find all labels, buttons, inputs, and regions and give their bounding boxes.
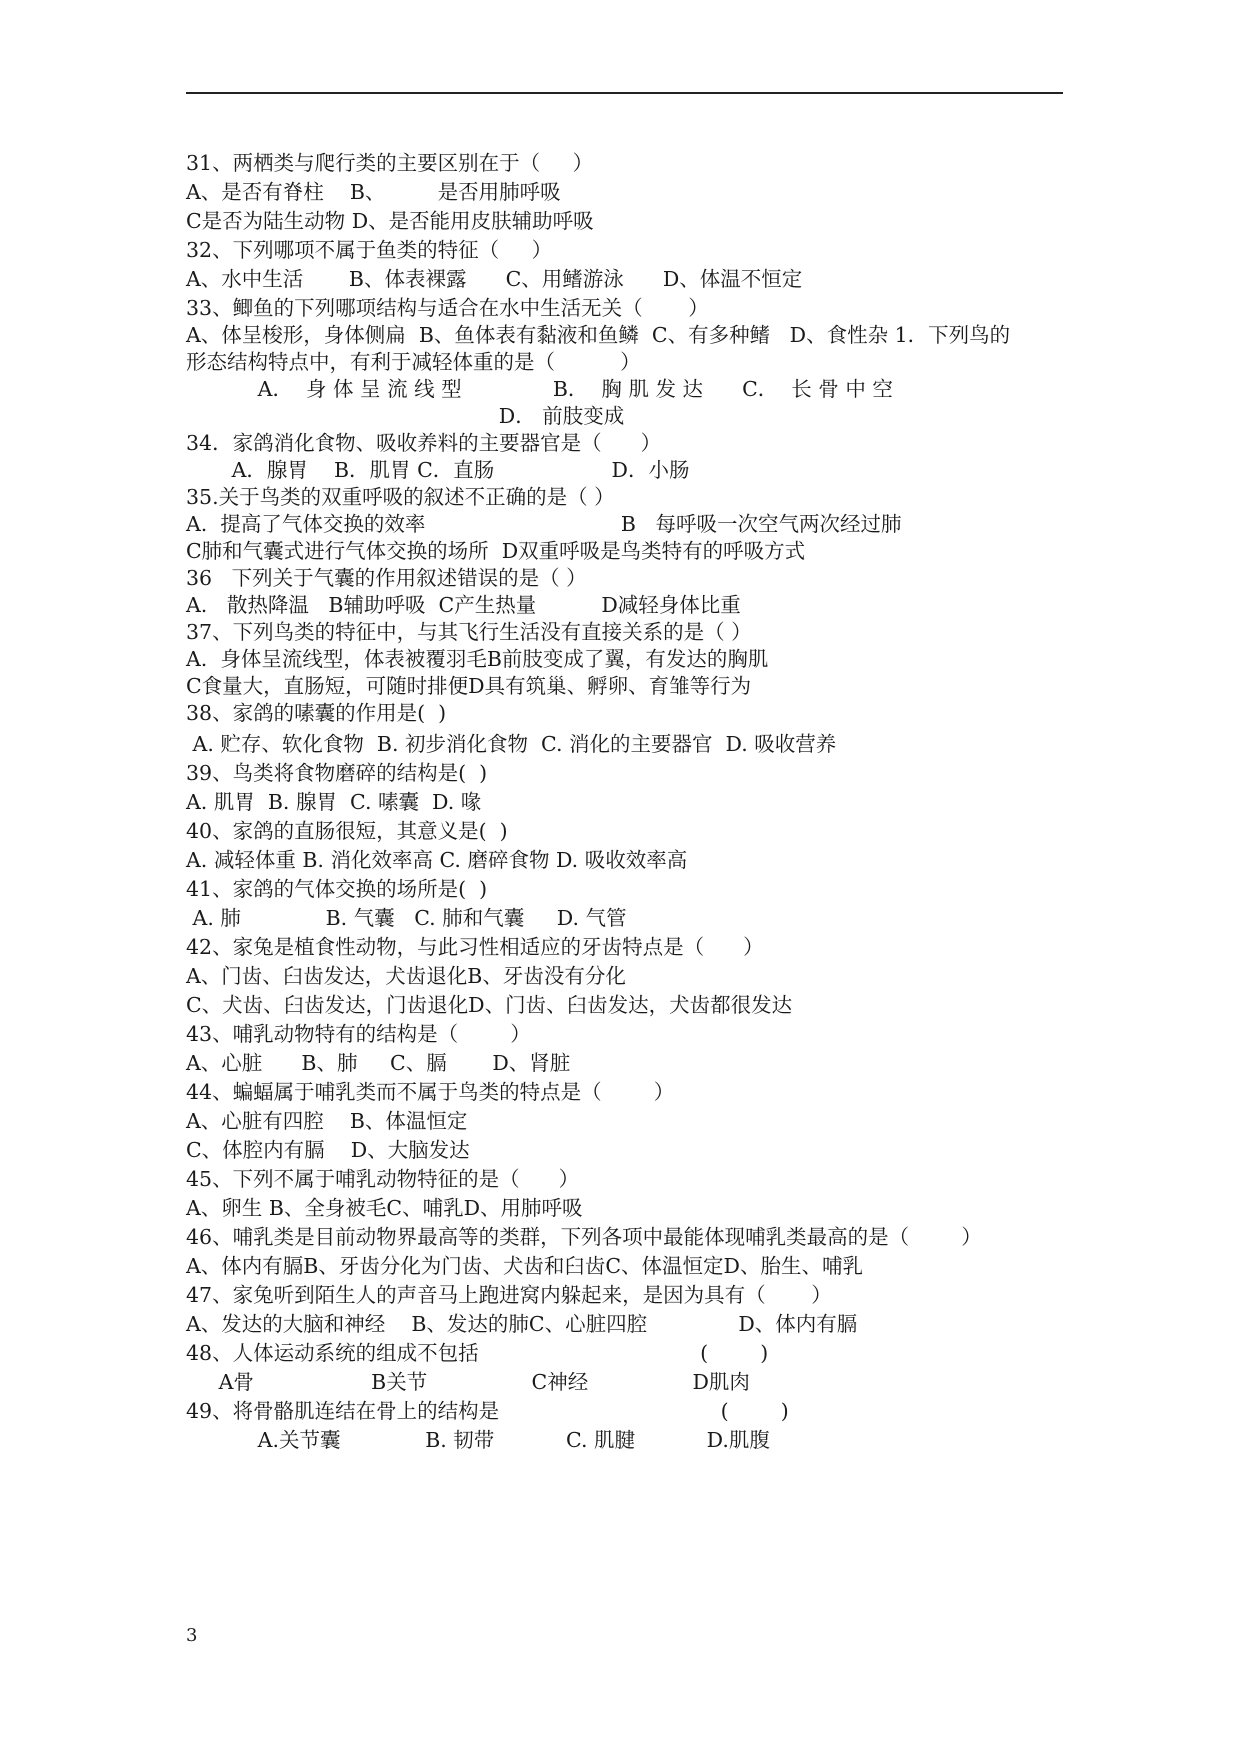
text-line: 42、家兔是植食性动物，与此习性相适应的牙齿特点是（ ） xyxy=(186,935,764,959)
text-line: A骨 B关节 C神经 D肌肉 xyxy=(186,1370,750,1394)
text-line: A. 减轻体重 B. 消化效率高 C. 磨碎食物 D. 吸收效率高 xyxy=(186,848,688,872)
text-line: 形态结构特点中，有利于减轻体重的是（ ） xyxy=(186,350,641,374)
text-line: A．腺胃 B．肌胃 C．直肠 D．小肠 xyxy=(186,458,690,482)
text-line: A、心脏有四腔 B、体温恒定 xyxy=(186,1109,468,1133)
text-line: A、卵生 B、全身被毛C、哺乳D、用肺呼吸 xyxy=(186,1196,583,1220)
text-line: A、是否有脊柱 B、 是否用肺呼吸 xyxy=(186,180,561,204)
text-line: 40、家鸽的直肠很短，其意义是( ) xyxy=(186,819,508,843)
header-rule xyxy=(186,92,1063,94)
text-line: A. 肺 B. 气囊 C. 肺和气囊 D. 气管 xyxy=(186,906,627,930)
text-line: A. 贮存、软化食物 B. 初步消化食物 C. 消化的主要器官 D. 吸收营养 xyxy=(186,732,837,756)
text-line: A. 提高了气体交换的效率 B 每呼吸一次空气两次经过肺 xyxy=(186,512,902,536)
text-line: 38、家鸽的嗉囊的作用是( ) xyxy=(186,701,447,725)
text-line: A、心脏 B、肺 C、膈 D、肾脏 xyxy=(186,1051,571,1075)
text-line: 33、鲫鱼的下列哪项结构与适合在水中生活无关（ ） xyxy=(186,296,709,320)
text-line: A、发达的大脑和神经 B、发达的肺C、心脏四腔 D、体内有膈 xyxy=(186,1312,858,1336)
page-number: 3 xyxy=(186,1625,198,1646)
text-line: C食量大，直肠短，可随时排便D具有筑巢、孵卵、育雏等行为 xyxy=(186,674,752,698)
text-line: A、体呈梭形，身体侧扁 B、鱼体表有黏液和鱼鳞 C、有多种鳍 D、食性杂 1．下列鸟的 xyxy=(186,323,1011,347)
text-line: A.关节囊 B. 韧带 C. 肌腱 D.肌腹 xyxy=(186,1428,770,1452)
text-line: C、体腔内有膈 D、大脑发达 xyxy=(186,1138,470,1162)
text-line: A、水中生活 B、体表裸露 C、用鳍游泳 D、体温不恒定 xyxy=(186,267,803,291)
text-line: 43、哺乳动物特有的结构是（ ） xyxy=(186,1022,531,1046)
text-line: 34．家鸽消化食物、吸收养料的主要器官是（ ） xyxy=(186,431,662,455)
text-line: 39、鸟类将食物磨碎的结构是( ) xyxy=(186,761,488,785)
text-line: A. 肌胃 B. 腺胃 C. 嗉囊 D. 喙 xyxy=(186,790,482,814)
text-line: A、体内有膈B、牙齿分化为门齿、犬齿和臼齿C、体温恒定D、胎生、哺乳 xyxy=(186,1254,863,1278)
text-line: 35.关于鸟类的双重呼吸的叙述不正确的是（ ） xyxy=(186,485,615,509)
text-line: 32、下列哪项不属于鱼类的特征（ ） xyxy=(186,238,553,262)
text-line: 46、哺乳类是目前动物界最高等的类群，下列各项中最能体现哺乳类最高的是（ ） xyxy=(186,1225,982,1249)
text-line: C是否为陆生动物 D、是否能用皮肤辅助呼吸 xyxy=(186,209,594,233)
text-line: 41、家鸽的气体交换的场所是( ) xyxy=(186,877,488,901)
text-line: 48、人体运动系统的组成不包括 ( ) xyxy=(186,1341,769,1365)
text-line: C肺和气囊式进行气体交换的场所 D双重呼吸是鸟类特有的呼吸方式 xyxy=(186,539,806,563)
text-line: A. 散热降温 B辅助呼吸 C产生热量 D减轻身体比重 xyxy=(186,593,741,617)
text-line: 49、将骨骼肌连结在骨上的结构是 ( ) xyxy=(186,1399,789,1423)
text-line: 36 下列关于气囊的作用叙述错误的是（ ） xyxy=(186,566,587,590)
text-line: D． 前肢变成 xyxy=(186,404,625,428)
text-line: 31、两栖类与爬行类的主要区别在于（ ） xyxy=(186,151,594,175)
text-line: A． 身 体 呈 流 线 型 B． 胸 肌 发 达 C． 长 骨 中 空 xyxy=(186,377,893,401)
text-line: 47、家兔听到陌生人的声音马上跑进窝内躲起来，是因为具有（ ） xyxy=(186,1283,832,1307)
text-line: 45、下列不属于哺乳动物特征的是（ ） xyxy=(186,1167,580,1191)
text-line: C、犬齿、臼齿发达，门齿退化D、门齿、臼齿发达，犬齿都很发达 xyxy=(186,993,793,1017)
text-line: A. 身体呈流线型，体表被覆羽毛B前肢变成了翼，有发达的胸肌 xyxy=(186,647,769,671)
text-line: 37、下列鸟类的特征中，与其飞行生活没有直接关系的是（ ） xyxy=(186,620,752,644)
text-line: A、门齿、臼齿发达，犬齿退化B、牙齿没有分化 xyxy=(186,964,626,988)
text-line: 44、蝙蝠属于哺乳类而不属于鸟类的特点是（ ） xyxy=(186,1080,675,1104)
